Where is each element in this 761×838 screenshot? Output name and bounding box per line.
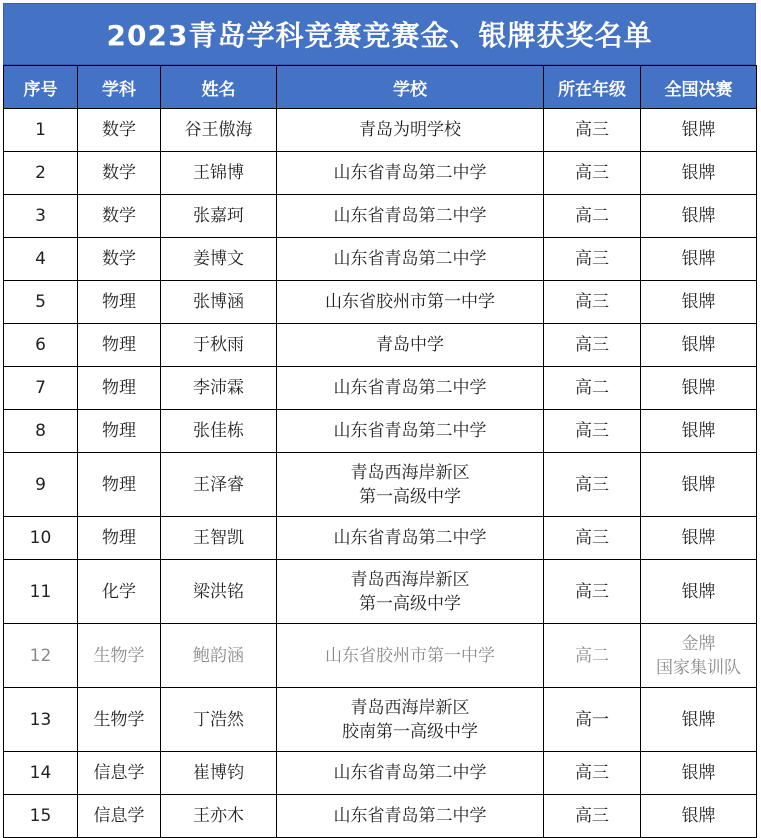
cell-award [641,281,757,324]
cell-grade [544,688,641,752]
cell-no-line: 12 [29,645,52,666]
cell-name-line: 王亦木 [193,806,244,826]
table-row [4,795,757,838]
cell-school-line: 山东省青岛第二中学 [333,421,487,441]
cell-award-line: 银牌 [681,206,716,226]
cell-subject [78,517,161,560]
table-row [4,109,757,152]
cell-award-line: 银牌 [681,335,716,355]
cell-subject [78,152,161,195]
cell-award [641,752,757,795]
cell-no-line: 4 [35,249,46,269]
cell-name [161,195,277,238]
cell-grade-line: 高三 [575,421,609,441]
cell-school [277,453,544,517]
cell-grade [544,109,641,152]
cell-school [277,152,544,195]
cell-school [277,195,544,238]
cell-subject [78,688,161,752]
cell-subject [78,238,161,281]
cell-name-line: 崔博钧 [193,763,244,783]
header-no: 序号 [4,66,78,109]
cell-subject [78,752,161,795]
cell-grade [544,624,641,688]
cell-grade-line: 高二 [575,645,609,666]
cell-no [4,795,78,838]
cell-name [161,281,277,324]
page-title: 2023青岛学科竞赛竞赛金、银牌获奖名单 [3,3,756,65]
cell-name-line: 姜博文 [193,249,244,269]
table-row [4,324,757,367]
cell-grade [544,795,641,838]
cell-subject [78,410,161,453]
cell-school [277,109,544,152]
cell-subject-line: 数学 [102,249,136,269]
cell-name-line: 张博涵 [193,292,244,312]
cell-school [277,324,544,367]
cell-name [161,152,277,195]
table-row [4,624,757,688]
cell-no-line: 15 [29,806,52,826]
cell-grade-line: 高二 [575,378,609,398]
table-row [4,238,757,281]
cell-no-line: 6 [35,335,46,355]
cell-grade-line: 高三 [575,763,609,783]
table-row [4,367,757,410]
cell-award-line: 银牌 [681,292,716,312]
cell-grade-line: 高三 [575,120,609,140]
cell-name-line: 鲍韵涵 [193,645,244,666]
cell-subject-line: 数学 [102,206,136,226]
cell-grade-line: 高一 [575,709,609,730]
cell-name [161,367,277,410]
cell-school [277,367,544,410]
cell-name [161,560,277,624]
cell-no-line: 8 [35,421,46,441]
cell-school-line: 山东省青岛第二中学 [333,763,487,783]
cell-name-line: 于秋雨 [193,335,244,355]
cell-award [641,688,757,752]
cell-no [4,195,78,238]
cell-school [277,688,544,752]
cell-no [4,238,78,281]
cell-award [641,624,757,688]
award-table [3,65,757,838]
cell-name-line: 丁浩然 [193,709,244,730]
cell-subject [78,324,161,367]
cell-name [161,109,277,152]
cell-name-line: 李沛霖 [193,378,244,398]
cell-subject [78,195,161,238]
cell-name [161,624,277,688]
cell-award-line: 金牌 [681,633,716,654]
cell-subject [78,453,161,517]
header-subject: 学科 [78,66,161,109]
cell-subject-line: 物理 [102,474,136,495]
cell-name [161,410,277,453]
cell-subject-line: 生物学 [93,645,145,666]
table-row [4,152,757,195]
cell-school-line: 山东省青岛第二中学 [333,206,487,226]
cell-award [641,453,757,517]
cell-grade [544,560,641,624]
cell-subject [78,281,161,324]
cell-school-line: 青岛西海岸新区 [350,697,470,718]
cell-no-line: 7 [35,378,46,398]
cell-name-line: 张嘉珂 [193,206,244,226]
cell-grade-line: 高三 [575,528,609,548]
cell-name-line: 王智凯 [193,528,244,548]
header-award: 全国决赛 [641,66,757,109]
header-school: 学校 [277,66,544,109]
cell-school-line: 青岛西海岸新区 [350,462,470,483]
cell-school [277,517,544,560]
cell-no [4,324,78,367]
cell-award-line: 银牌 [681,763,716,783]
cell-school [277,281,544,324]
table-row [4,752,757,795]
cell-award-line: 银牌 [681,806,716,826]
cell-no-line: 3 [35,206,46,226]
cell-no [4,752,78,795]
cell-subject [78,624,161,688]
cell-school [277,410,544,453]
table-row [4,560,757,624]
cell-award-line: 国家集训队 [656,657,741,678]
cell-grade [544,517,641,560]
cell-award-line: 银牌 [681,249,716,269]
cell-school [277,560,544,624]
cell-award [641,367,757,410]
cell-grade [544,152,641,195]
cell-no [4,367,78,410]
cell-award-line: 银牌 [681,474,716,495]
cell-school [277,752,544,795]
cell-school-line: 山东省青岛第二中学 [333,249,487,269]
cell-subject-line: 物理 [102,292,136,312]
cell-no-line: 10 [29,528,52,548]
cell-award [641,195,757,238]
cell-school-line: 山东省青岛第二中学 [333,806,487,826]
cell-school-line: 第一高级中学 [359,593,461,614]
cell-award-line: 银牌 [681,709,716,730]
cell-no [4,624,78,688]
cell-award [641,795,757,838]
cell-name [161,795,277,838]
cell-subject [78,560,161,624]
cell-no-line: 9 [35,474,46,495]
cell-no [4,152,78,195]
cell-no-line: 11 [29,581,52,602]
cell-subject-line: 数学 [102,120,136,140]
cell-grade-line: 高三 [575,249,609,269]
cell-grade [544,238,641,281]
cell-name-line: 王锦博 [193,163,244,183]
header-grade: 所在年级 [544,66,641,109]
cell-subject-line: 数学 [102,163,136,183]
cell-school [277,624,544,688]
cell-school-line: 山东省青岛第二中学 [333,528,487,548]
cell-school-line: 青岛中学 [376,335,444,355]
cell-subject-line: 物理 [102,421,136,441]
cell-grade [544,752,641,795]
table-row [4,517,757,560]
cell-no [4,688,78,752]
header-name: 姓名 [161,66,277,109]
cell-no [4,109,78,152]
cell-name-line: 张佳栋 [193,421,244,441]
cell-grade [544,410,641,453]
cell-school-line: 山东省青岛第二中学 [333,378,487,398]
table-body [4,109,757,838]
cell-school-line: 第一高级中学 [359,486,461,507]
cell-grade-line: 高三 [575,335,609,355]
cell-no-line: 13 [29,709,52,730]
cell-award [641,517,757,560]
cell-grade-line: 高三 [575,474,609,495]
cell-award [641,152,757,195]
cell-grade-line: 高三 [575,292,609,312]
table-row [4,453,757,517]
cell-subject-line: 信息学 [93,806,145,826]
cell-grade [544,281,641,324]
cell-award [641,324,757,367]
table-row [4,410,757,453]
table-row [4,688,757,752]
cell-subject-line: 物理 [102,528,136,548]
cell-subject-line: 生物学 [93,709,145,730]
cell-award-line: 银牌 [681,581,716,602]
cell-no [4,453,78,517]
cell-subject-line: 化学 [102,581,136,602]
table-row [4,281,757,324]
table-row [4,195,757,238]
cell-name [161,324,277,367]
cell-no-line: 14 [29,763,52,783]
cell-name [161,517,277,560]
cell-grade [544,195,641,238]
cell-no-line: 2 [35,163,46,183]
cell-award [641,560,757,624]
cell-no [4,410,78,453]
cell-school-line: 胶南第一高级中学 [342,721,478,742]
cell-subject-line: 物理 [102,378,136,398]
cell-no [4,281,78,324]
cell-name [161,238,277,281]
cell-name-line: 王泽睿 [193,474,244,495]
cell-subject-line: 信息学 [93,763,145,783]
cell-grade [544,453,641,517]
cell-subject [78,109,161,152]
cell-school-line: 青岛西海岸新区 [350,569,470,590]
cell-award-line: 银牌 [681,163,716,183]
cell-school-line: 青岛为明学校 [359,120,461,140]
cell-name [161,752,277,795]
cell-school [277,795,544,838]
cell-award [641,109,757,152]
cell-name-line: 梁洪铭 [193,581,244,602]
award-list-document [3,3,756,838]
cell-subject [78,795,161,838]
cell-grade [544,324,641,367]
cell-no-line: 1 [35,120,46,140]
cell-award [641,410,757,453]
cell-award-line: 银牌 [681,120,716,140]
cell-no [4,517,78,560]
cell-grade-line: 高三 [575,163,609,183]
table-header-row [4,66,757,109]
cell-name [161,688,277,752]
cell-school-line: 山东省胶州市第一中学 [325,292,495,312]
cell-award-line: 银牌 [681,528,716,548]
cell-grade-line: 高三 [575,581,609,602]
cell-award-line: 银牌 [681,378,716,398]
cell-no-line: 5 [35,292,46,312]
cell-grade-line: 高三 [575,806,609,826]
cell-name-line: 谷王傲海 [184,120,253,140]
cell-name [161,453,277,517]
cell-subject [78,367,161,410]
cell-grade [544,367,641,410]
cell-subject-line: 物理 [102,335,136,355]
cell-school-line: 山东省青岛第二中学 [333,163,487,183]
cell-no [4,560,78,624]
cell-school [277,238,544,281]
cell-school-line: 山东省胶州市第一中学 [325,645,495,666]
cell-award-line: 银牌 [681,421,716,441]
cell-grade-line: 高二 [575,206,609,226]
cell-award [641,238,757,281]
